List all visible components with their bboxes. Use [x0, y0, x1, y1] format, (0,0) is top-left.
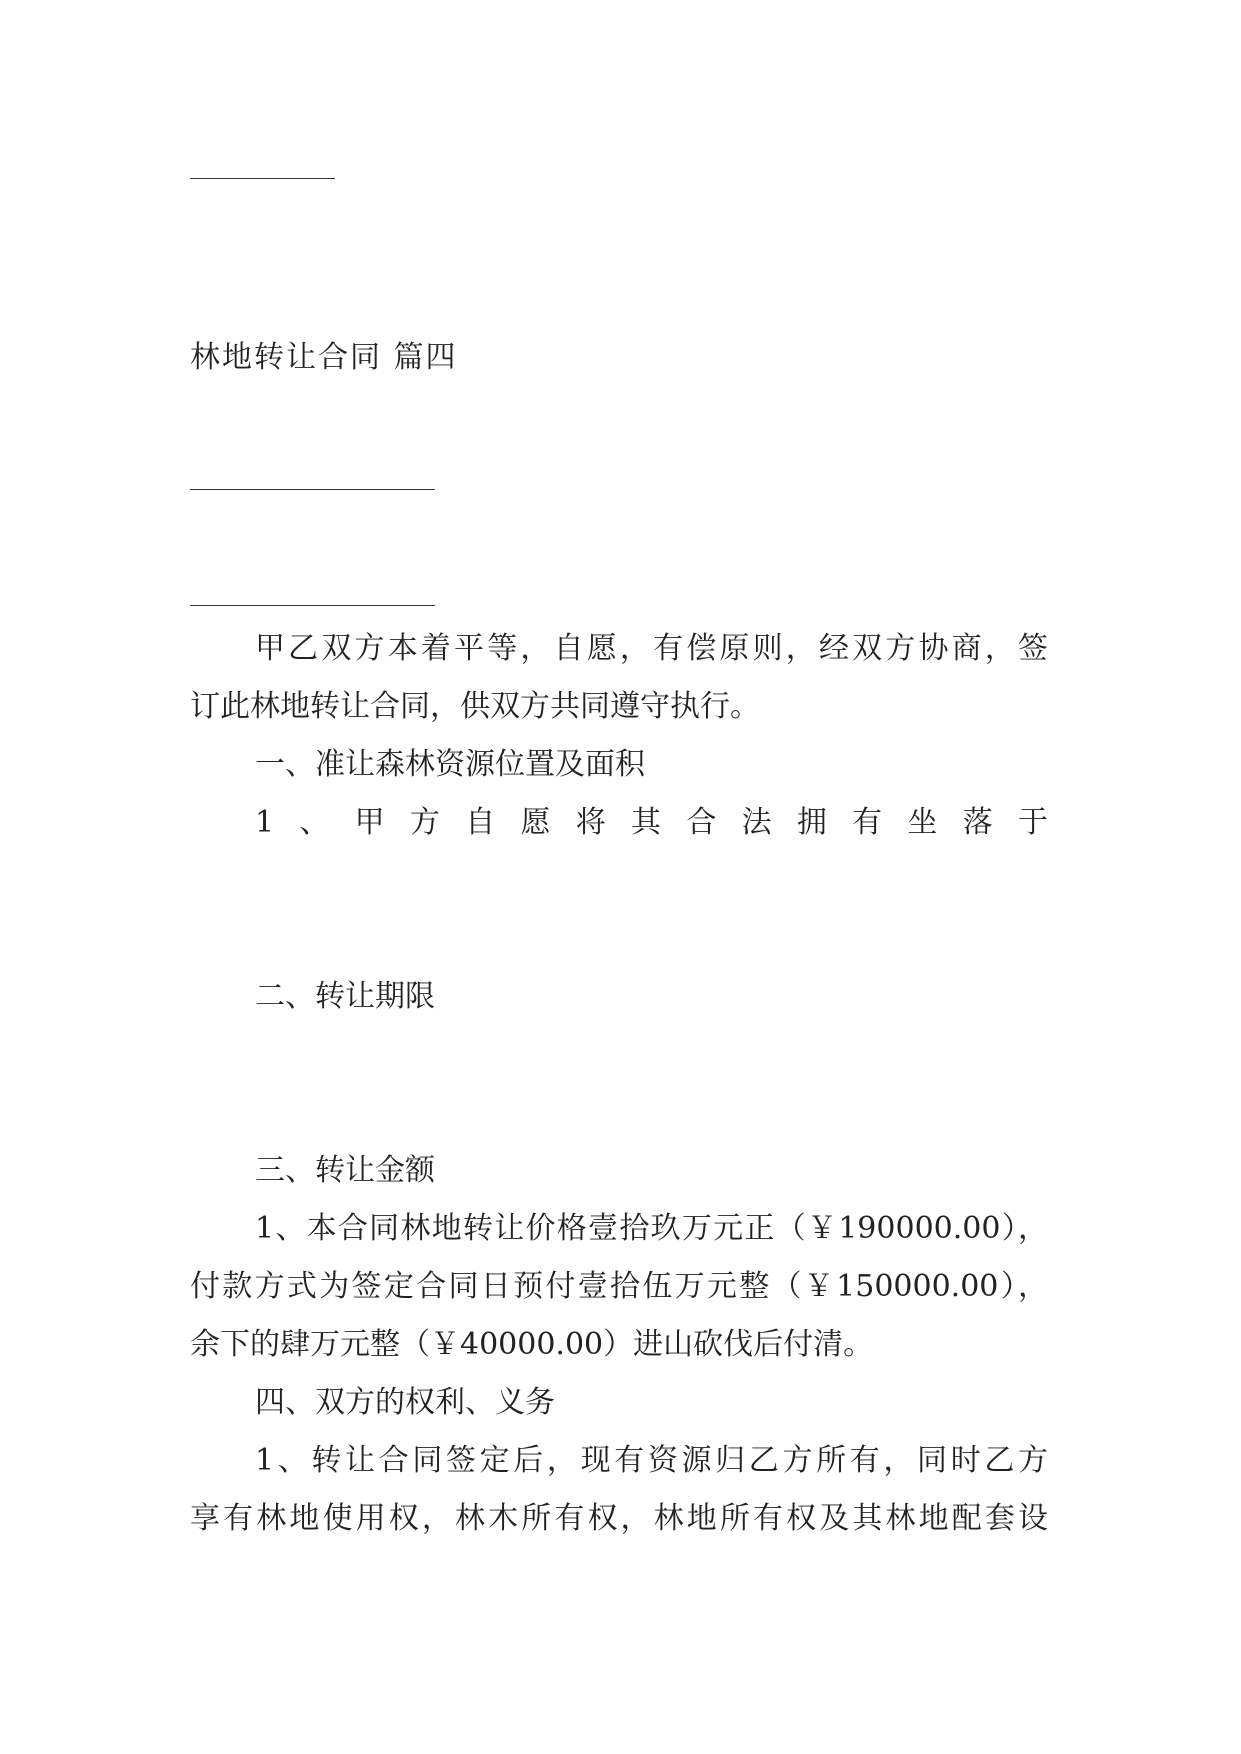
section3-heading: 三、转让金额 [255, 1153, 435, 1188]
date-line [255, 190, 1048, 248]
signature-blank [190, 178, 335, 179]
section4-line-1: 1、转让合同签定后，现有资源归乙方所有，同时乙方 [255, 1443, 1048, 1478]
section3-line-1: 1、本合同林地转让价格壹拾玖万元正（￥190000.00）， [255, 1211, 1048, 1246]
intro-line-1: 甲乙双方本着平等，自愿，有偿原则，经双方协商，签 [255, 631, 1048, 666]
section1-heading: 一、准让森林资源位置及面积 [255, 747, 645, 782]
section1-item1-line-b [190, 852, 1048, 910]
section4-heading: 四、双方的权利、义务 [255, 1385, 555, 1420]
intro-line-2: 订此林地转让合同，供双方共同遵守执行。 [190, 689, 760, 724]
section-title: 林地转让合同 篇四 [190, 340, 458, 375]
party-b-id-blank [190, 605, 435, 606]
section4-line-2: 享有林地使用权，林木所有权，林地所有权及其林地配套设 [190, 1501, 1048, 1536]
section2-item1-line-b [190, 1084, 1048, 1142]
section3-line-2: 付款方式为签定合同日预付壹拾伍万元整（￥150000.00）， [190, 1269, 1048, 1304]
party-a-line [255, 386, 1048, 444]
section3-line-3: 余下的肆万元整（￥40000.00）进山砍伐后付清。 [190, 1327, 874, 1362]
section2-item1-line-a [255, 1026, 1048, 1084]
section1-item1-line-a: 1、甲方自愿将其合法拥有坐落于 [255, 805, 1048, 840]
party-b-line [255, 502, 1048, 560]
section1-item1-line-c [190, 910, 1048, 968]
section2-heading: 二、转让期限 [255, 979, 435, 1014]
party-a-id-blank [190, 489, 435, 490]
